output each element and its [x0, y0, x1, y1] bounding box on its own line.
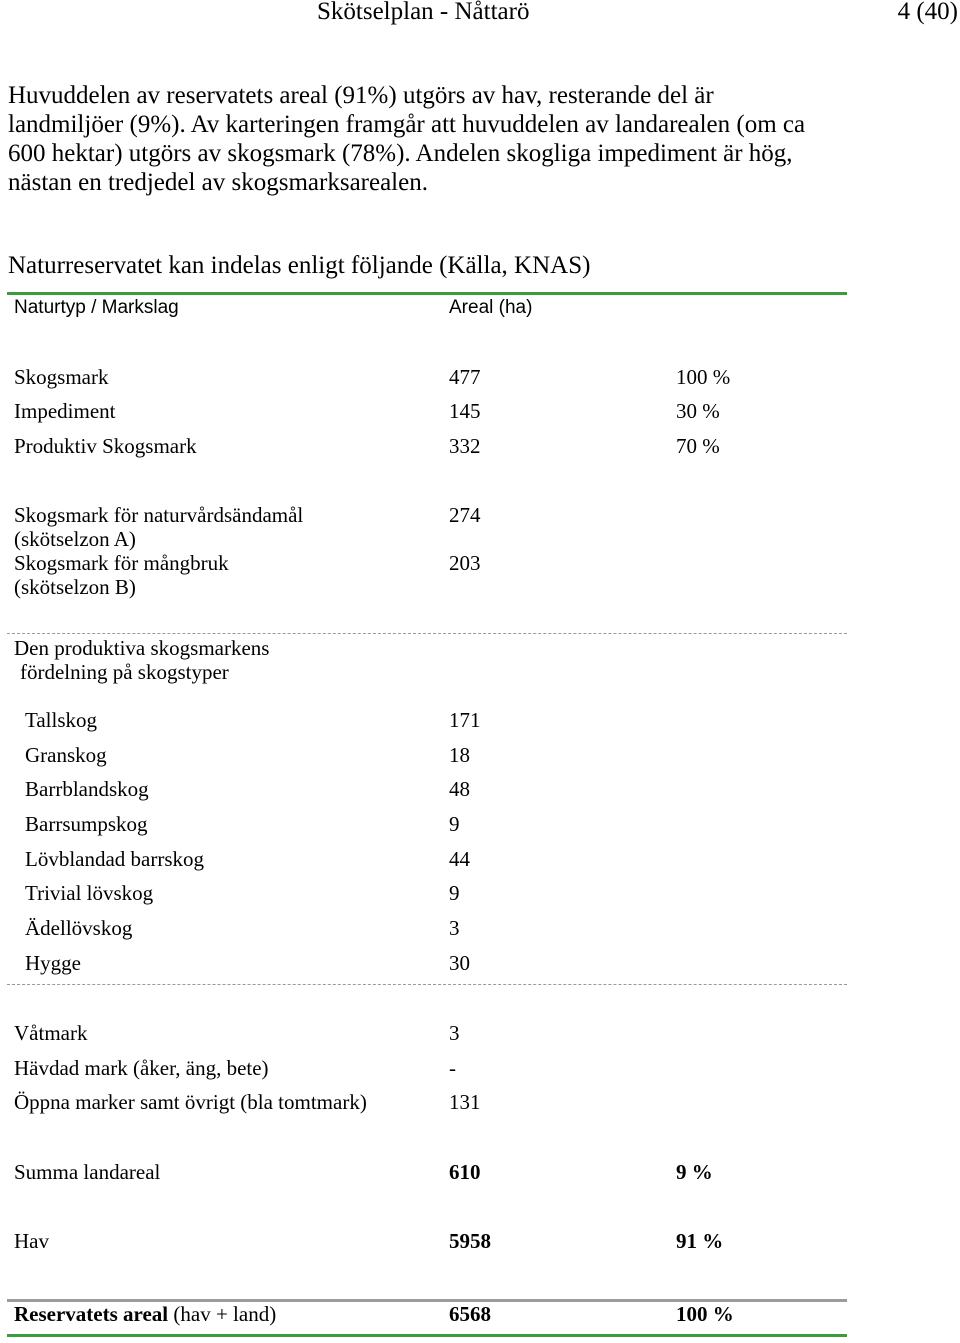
row-area: 274: [449, 503, 481, 527]
intro-line: landmiljöer (9%). Av karteringen framgår att huvuddelen av landarealen (om ca: [8, 111, 806, 138]
table-row-skogsmark: [0, 365, 960, 389]
intro-line: Huvuddelen av reservatets areal (91%) utgörs av hav, resterande del är: [8, 82, 714, 109]
row-area: 3: [449, 916, 460, 940]
column-header-type: Naturtyp / Markslag: [14, 297, 179, 318]
heading-line: fördelning på skogstyper: [20, 660, 229, 684]
row-label: Skogsmark: [14, 365, 109, 389]
row-area: 18: [449, 743, 470, 767]
row-label-line: Skogsmark för naturvårdsändamål: [14, 503, 304, 527]
table-row-forest-type: [0, 708, 960, 732]
table-row-grand-total: [0, 1302, 960, 1326]
running-header-title: Skötselplan - Nåttarö: [317, 0, 530, 25]
section-divider: [7, 633, 847, 634]
row-share: 70 %: [676, 434, 720, 458]
row-area: 9: [449, 812, 460, 836]
table-bottom-rule: [7, 1334, 847, 1337]
row-label: Hygge: [25, 951, 81, 975]
row-label: Lövblandad barrskog: [25, 847, 205, 871]
row-label-line: (skötselzon A): [14, 527, 136, 551]
table-top-rule: [7, 292, 847, 295]
heading-line: Den produktiva skogsmarkens: [14, 636, 270, 660]
forest-types-heading: [0, 636, 960, 684]
row-area: 9: [449, 881, 460, 905]
row-label: Impediment: [14, 399, 116, 423]
table-header-row: [0, 296, 960, 320]
row-area: -: [449, 1056, 456, 1080]
table-row-forest-type: [0, 951, 960, 975]
section-divider: [7, 984, 847, 985]
table-row-hav: [0, 1229, 960, 1253]
table-row-zone-a: [0, 503, 960, 551]
table-row-summa-landareal: [0, 1160, 960, 1184]
table-row-zone-b: [0, 551, 960, 599]
row-area: 203: [449, 551, 481, 575]
row-area: 610: [449, 1160, 481, 1184]
row-label: Ädellövskog: [25, 916, 133, 940]
page-number: 4 (40): [897, 0, 958, 25]
row-area: 6568: [449, 1302, 491, 1326]
row-share: 100 %: [676, 1302, 734, 1326]
row-label: [14, 551, 229, 599]
row-label: Öppna marker samt övrigt (bla tomtmark): [14, 1090, 367, 1114]
table-row-forest-type: [0, 812, 960, 836]
row-share: 30 %: [676, 399, 720, 423]
row-area: 131: [449, 1090, 481, 1114]
row-area: 171: [449, 708, 481, 732]
row-label-rest: (hav + land): [173, 1302, 277, 1326]
table-row-forest-type: [0, 777, 960, 801]
row-label: [14, 503, 303, 551]
table-row-forest-type: [0, 743, 960, 767]
row-label: Hav: [14, 1229, 49, 1253]
row-label: [14, 1302, 276, 1326]
row-label: Summa landareal: [14, 1160, 161, 1184]
row-area: 5958: [449, 1229, 491, 1253]
row-label: Hävdad mark (åker, äng, bete): [14, 1056, 269, 1080]
table-row-oppna-marker: [0, 1090, 960, 1114]
table-row-forest-type: [0, 916, 960, 940]
table-row-forest-type: [0, 847, 960, 871]
table-row-produktiv-skogsmark: [0, 434, 960, 458]
row-area: 48: [449, 777, 470, 801]
row-label: Tallskog: [25, 708, 98, 732]
row-label: Barrblandskog: [25, 777, 149, 801]
table-row-vatmark: [0, 1021, 960, 1045]
row-label: Trivial lövskog: [25, 881, 154, 905]
table-row-impediment: [0, 399, 960, 423]
row-label: Våtmark: [14, 1021, 88, 1045]
row-area: 30: [449, 951, 470, 975]
row-area: 44: [449, 847, 470, 871]
intro-paragraph: [8, 81, 805, 197]
row-area: 145: [449, 399, 481, 423]
row-label: Produktiv Skogsmark: [14, 434, 197, 458]
intro-line: 600 hektar) utgörs av skogsmark (78%). Andelen skogliga impediment är hög,: [8, 140, 793, 167]
table-row-havdad-mark: [0, 1056, 960, 1080]
row-label-line: (skötselzon B): [14, 575, 136, 599]
row-label: Granskog: [25, 743, 107, 767]
table-row-forest-type: [0, 881, 960, 905]
row-area: 332: [449, 434, 481, 458]
row-share: 91 %: [676, 1229, 724, 1253]
row-label-line: Skogsmark för mångbruk: [14, 551, 229, 575]
row-label: Barrsumpskog: [25, 812, 148, 836]
intro-line: nästan en tredjedel av skogsmarksarealen.: [8, 169, 428, 196]
row-area: 3: [449, 1021, 460, 1045]
row-area: 477: [449, 365, 481, 389]
row-label-bold: Reservatets areal: [14, 1302, 169, 1326]
column-header-area: Areal (ha): [449, 297, 533, 318]
row-share: 100 %: [676, 365, 731, 389]
table-caption: Naturreservatet kan indelas enligt följande (Källa, KNAS): [8, 252, 591, 279]
row-share: 9 %: [676, 1160, 713, 1184]
